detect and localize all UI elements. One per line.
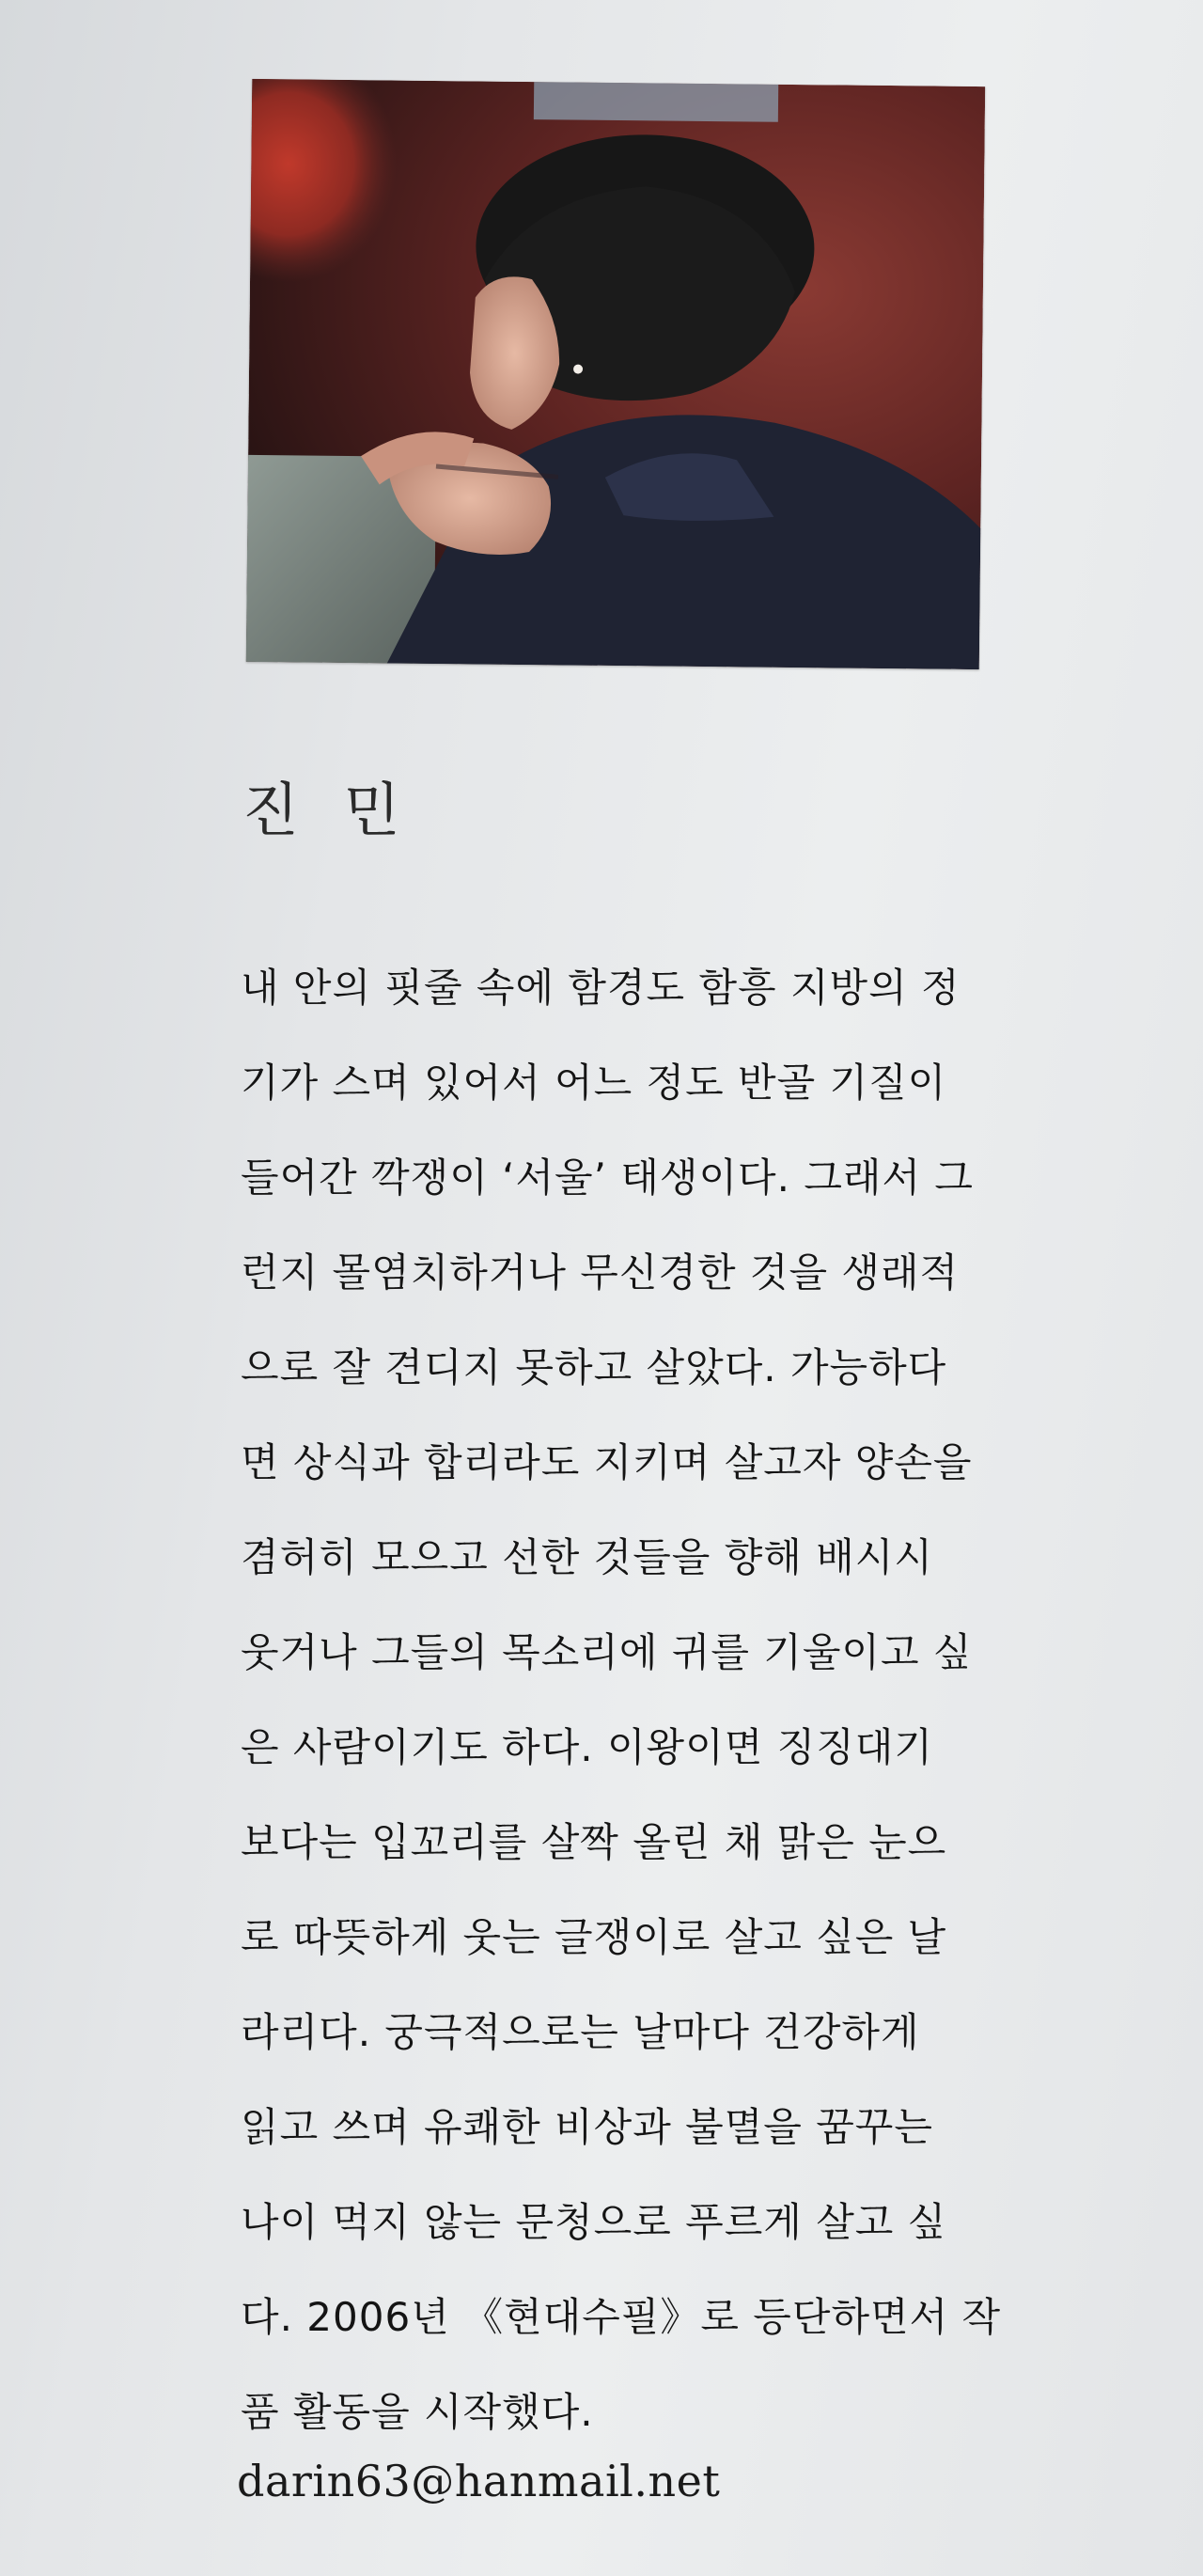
bio-line: 기가 스며 있어서 어느 정도 반골 기질이 <box>241 1060 947 1106</box>
bio-line: 다. 2006년 《현대수필》로 등단하면서 작 <box>241 2294 1002 2340</box>
bio-line: 나이 먹지 않는 문청으로 푸르게 살고 싶 <box>241 2199 947 2245</box>
bio-line: 로 따뜻하게 웃는 글쟁이로 살고 싶은 날 <box>241 1914 947 1960</box>
bio-line: 면 상식과 합리라도 지키며 살고자 양손을 <box>241 1439 973 1485</box>
bio-line: 으로 잘 견디지 못하고 살았다. 가능하다 <box>241 1344 947 1390</box>
bio-line: 웃거나 그들의 목소리에 귀를 기울이고 싶 <box>241 1629 973 1675</box>
bio-line: 보다는 입꼬리를 살짝 올린 채 맑은 눈으 <box>241 1819 947 1865</box>
author-name: 진 민 <box>242 776 414 844</box>
bio-line: 읽고 쓰며 유쾌한 비상과 불멸을 꿈꾸는 <box>241 2104 933 2150</box>
bio-line: 내 안의 핏줄 속에 함경도 함흥 지방의 정 <box>241 965 961 1011</box>
portrait-image <box>246 79 985 669</box>
bio-line: 품 활동을 시작했다. <box>241 2389 594 2435</box>
bio-line: 겸허히 모으고 선한 것들을 향해 배시시 <box>241 1534 933 1580</box>
bio-line: 들어간 깍쟁이 ‘서울’ 태생이다. 그래서 그 <box>241 1154 974 1201</box>
author-email: darin63@hanmail.net <box>237 2456 721 2506</box>
bio-line: 런지 몰염치하거나 무신경한 것을 생래적 <box>241 1249 960 1296</box>
author-portrait-photo <box>246 79 985 669</box>
bio-line: 라리다. 궁극적으로는 날마다 건강하게 <box>241 2009 920 2055</box>
bio-line: 은 사람이기도 하다. 이왕이면 징징대기 <box>241 1724 933 1770</box>
author-bio <box>241 940 1002 2459</box>
